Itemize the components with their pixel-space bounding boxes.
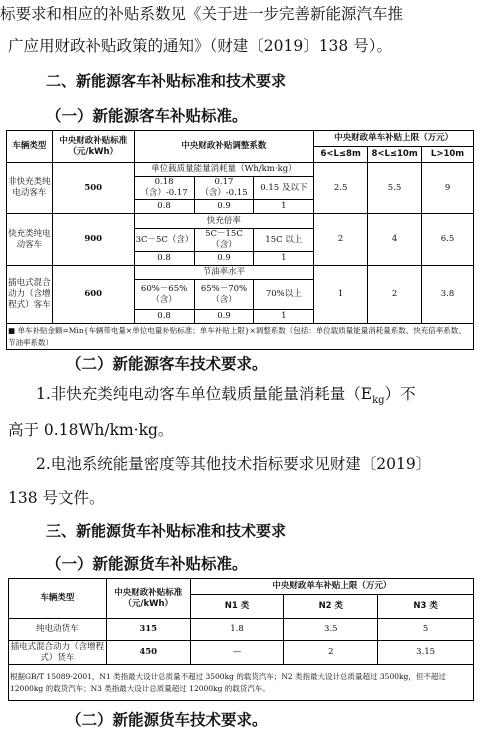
row-3-coef-1: 0.8: [134, 310, 194, 324]
truck-row-2-standard: 450: [106, 641, 190, 665]
row-1-range-3: 0.15 及以下: [254, 177, 314, 200]
truck-row-2-cap-n1: —: [190, 641, 284, 665]
header-subsidy-standard: 中央财政补贴标准（元/kWh）: [52, 131, 134, 163]
bus-table-note: ■ 单车补贴金额=Min{车辆带电量×单位电量补贴标准；单车补贴上限}×调整系数（包括：单位载质量能量消耗量系数、快充倍率系数、节油率系数）: [7, 324, 474, 350]
row-3-range-3: 70%以上: [254, 280, 314, 310]
truck-subsidy-table: [8, 578, 474, 701]
row-3-cap-2: 2: [368, 266, 422, 324]
row-2-range-2: 5C－15C（含）: [194, 229, 254, 252]
row-3-coef-3: 1: [254, 310, 314, 324]
truck-row-2-type: 插电式混合动力（含增程式）货车: [9, 641, 107, 665]
row-1-coef-3: 1: [254, 200, 314, 214]
row-2-cap-3: 6.5: [422, 214, 474, 266]
header-adjust-coefficient: 中央财政补贴调整系数: [134, 131, 314, 163]
truck-header-class-n1: N1 类: [190, 595, 284, 619]
truck-row-1-cap-n2: 3.5: [284, 619, 378, 641]
row-1-standard: 500: [52, 163, 134, 214]
row-1-coef-2: 0.9: [194, 200, 254, 214]
row-3-cap-1: 1: [314, 266, 368, 324]
row-3-range-1: 60%－65%（含）: [134, 280, 194, 310]
intro-line-1: 标要求和相应的补贴系数见《关于进一步完善新能源汽车推: [0, 5, 404, 23]
row-1-type: 非快充类纯电动客车: [7, 163, 53, 214]
truck-table-note: 根据GB/T 15089-2001，N1 类指最大设计总质量不超过 3500kg 的载货汽车；N2 类指最大设计总质量超过 3500kg，但不超过 12000kg 的载货汽车；N3 类指最大设计总质量超过 12000kg 的载货汽车。: [9, 665, 474, 701]
header-subsidy-cap: 中央财政单车补贴上限（万元）: [314, 131, 474, 147]
truck-header-class-n3: N3 类: [378, 595, 474, 619]
row-1-cap-2: 5.5: [368, 163, 422, 214]
row-2-type: 快充类纯电动客车: [7, 214, 53, 266]
header-vehicle-type: 车辆类型: [7, 131, 53, 163]
row-2-coef-1: 0.8: [134, 252, 194, 266]
truck-row-1-cap-n1: 1.8: [190, 619, 284, 641]
truck-header-class-n2: N2 类: [284, 595, 378, 619]
row-3-metric: 节油率水平: [134, 266, 314, 280]
row-2-range-3: 15C 以上: [254, 229, 314, 252]
bus-requirement-1-cont: 高于 0.18Wh/km·kg。: [8, 421, 174, 439]
row-1-cap-3: 9: [422, 163, 474, 214]
row-2-range-1: 3C－5C（含）: [134, 229, 194, 252]
row-3-range-2: 65%－70%（含）: [194, 280, 254, 310]
truck-row-1-cap-n3: 5: [378, 619, 474, 641]
header-cap-range-1: 6<L≤8m: [314, 147, 368, 163]
header-cap-range-2: 8<L≤10m: [368, 147, 422, 163]
section-3-heading: 三、新能源货车补贴标准和技术要求: [46, 522, 287, 540]
section-2-subheading-1: （一）新能源客车补贴标准。: [46, 107, 248, 125]
bus-requirement-2-cont: 138 号文件。: [8, 489, 105, 507]
intro-line-2: 广应用财政补贴政策的通知》（财建〔2019〕138 号）。: [8, 37, 392, 55]
row-2-metric: 快充倍率: [134, 214, 314, 229]
bus-requirement-2: 2.电池系统能量密度等其他技术指标要求见财建〔2019〕: [36, 455, 432, 473]
truck-header-subsidy-standard: 中央财政补贴标准（元/kWh）: [106, 579, 190, 619]
row-3-standard: 600: [52, 266, 134, 324]
row-3-cap-3: 3.8: [422, 266, 474, 324]
truck-row-1-type: 纯电动货车: [9, 619, 107, 641]
truck-header-vehicle-type: 车辆类型: [9, 579, 107, 619]
row-1-metric: 单位载质量能量消耗量（Wh/km·kg）: [134, 163, 314, 177]
row-2-standard: 900: [52, 214, 134, 266]
bus-subsidy-table: [6, 130, 474, 350]
truck-row-2-cap-n2: 2: [284, 641, 378, 665]
header-cap-range-3: L>10m: [422, 147, 474, 163]
row-3-type: 插电式混合动力（含增程式）客车: [7, 266, 53, 324]
section-3-subheading-1: （一）新能源货车补贴标准。: [46, 555, 248, 573]
row-2-cap-1: 2: [314, 214, 368, 266]
row-1-cap-1: 2.5: [314, 163, 368, 214]
row-2-coef-3: 1: [254, 252, 314, 266]
kg-subscript: kg: [372, 395, 385, 407]
row-2-cap-2: 4: [368, 214, 422, 266]
truck-row-1-standard: 315: [106, 619, 190, 641]
truck-header-subsidy-cap: 中央财政单车补贴上限（万元）: [190, 579, 473, 595]
section-2-subheading-2: （二）新能源客车技术要求。: [66, 355, 268, 373]
row-1-coef-1: 0.8: [134, 200, 194, 214]
row-1-range-2: 0.17（含）-0.15: [194, 177, 254, 200]
truck-row-2-cap-n3: 3.15: [378, 641, 474, 665]
bus-requirement-1: 1.非快充类纯电动客车单位载质量能量消耗量$(E_{kg})$不: [36, 385, 416, 407]
section-3-subheading-2: （二）新能源货车技术要求。: [66, 711, 268, 729]
row-1-range-1: 0.18（含）-0.17: [134, 177, 194, 200]
row-3-coef-2: 0.9: [194, 310, 254, 324]
row-2-coef-2: 0.9: [194, 252, 254, 266]
section-2-heading: 二、新能源客车补贴标准和技术要求: [46, 72, 287, 90]
